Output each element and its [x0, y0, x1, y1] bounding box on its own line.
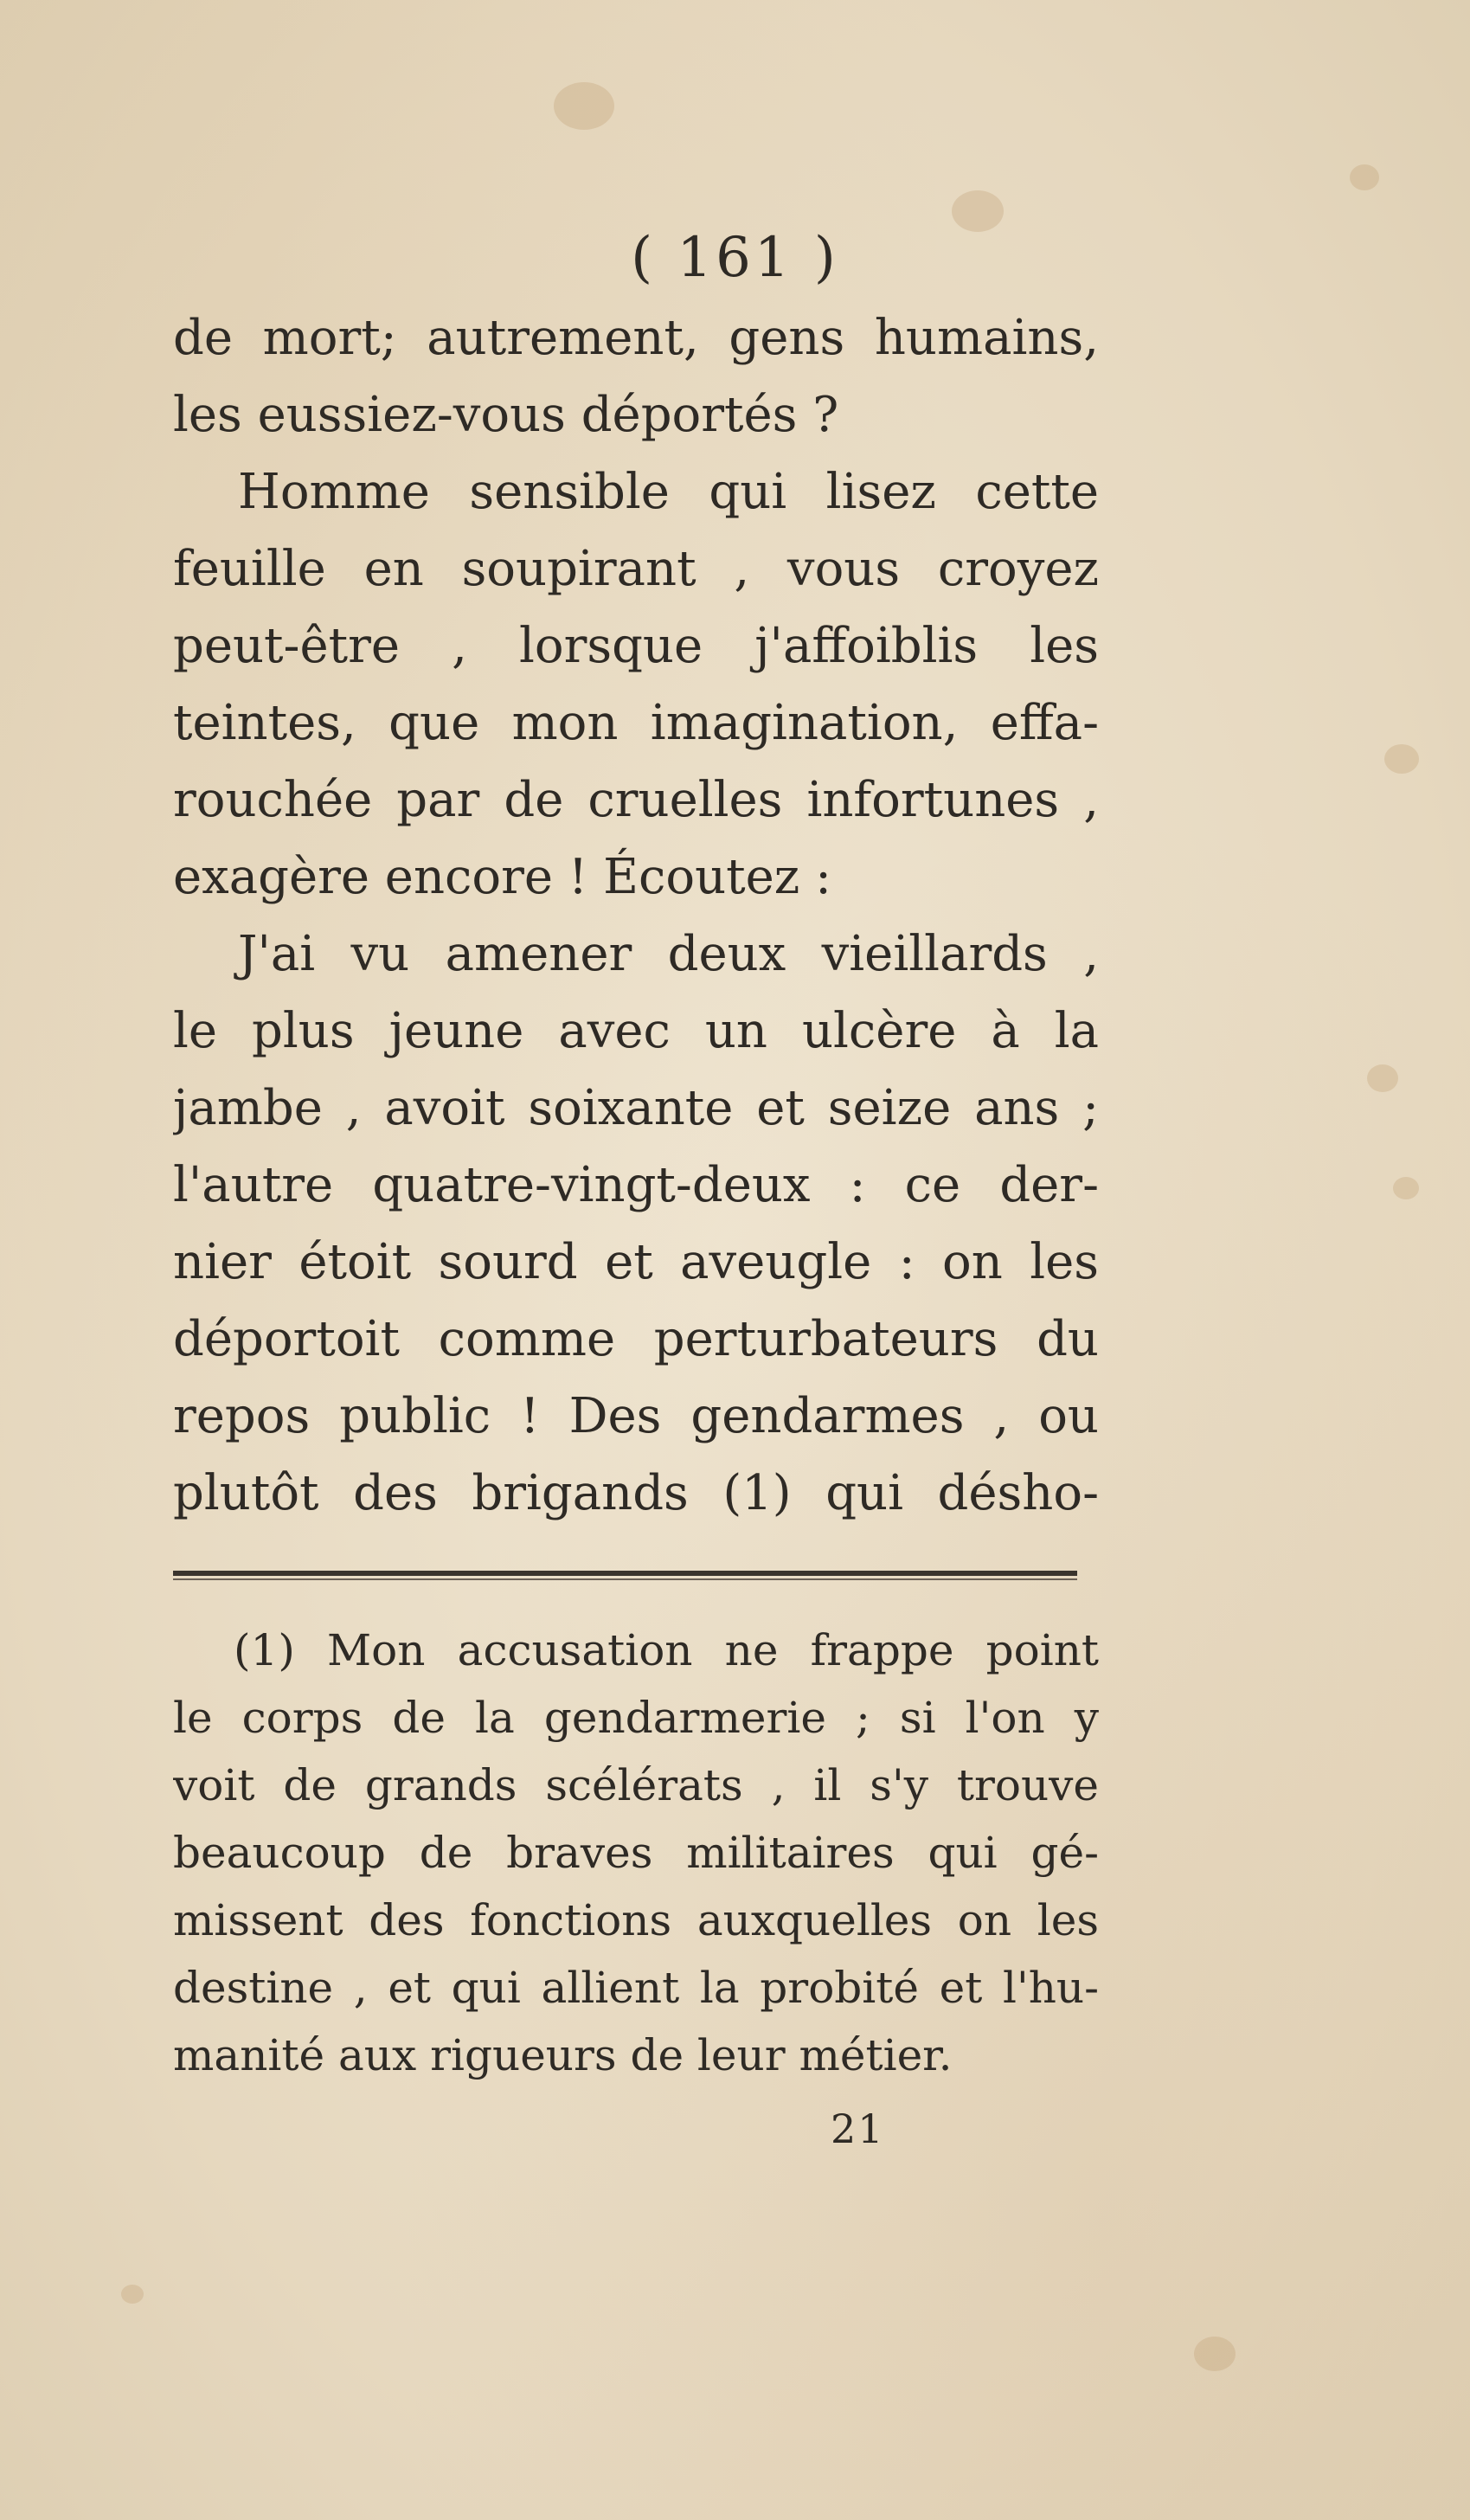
text-line: de mort; autrement, gens humains,: [173, 310, 1099, 366]
paper-stain: [554, 82, 614, 130]
text-line: feuille en soupirant , vous croyez: [173, 541, 1099, 597]
page-number-header: ( 161 ): [631, 226, 839, 290]
text-line: plutôt des brigands (1) qui désho-: [173, 1465, 1099, 1521]
footnote: [173, 1617, 1099, 2089]
footnote-divider-thin: [173, 1578, 1077, 1580]
text-line: exagère encore ! Écoutez :: [173, 849, 831, 905]
footnote-line: voit de grands scélérats , il s'y trouve: [173, 1760, 1099, 1810]
text-line: jambe , avoit soixante et seize ans ;: [173, 1080, 1099, 1136]
paper-stain: [121, 2285, 144, 2304]
text-line: teintes, que mon imagination, effa-: [173, 695, 1099, 751]
text-line: le plus jeune avec un ulcère à la: [173, 1003, 1099, 1059]
text-line: peut-être , lorsque j'affoiblis les: [173, 618, 1099, 674]
footnote-line: beaucoup de braves militaires qui gé-: [173, 1828, 1099, 1878]
text-line: nier étoit sourd et aveugle : on les: [173, 1234, 1099, 1290]
text-line: l'autre quatre-vingt-deux : ce der-: [173, 1157, 1099, 1213]
text-line: les eussiez-vous déportés ?: [173, 387, 839, 443]
signature-mark: 21: [831, 2105, 885, 2152]
text-line: repos public ! Des gendarmes , ou: [173, 1388, 1099, 1444]
paper-stain: [1367, 1064, 1398, 1092]
footnote-divider: [173, 1571, 1077, 1576]
paper-stain: [1194, 2337, 1236, 2371]
paragraph-first-line: Homme sensible qui lisez cette: [238, 464, 1099, 520]
paper-stain: [1393, 1177, 1419, 1199]
footnote-line: destine , et qui allient la probité et l'hu-: [173, 1963, 1099, 2013]
paper-stain: [1350, 164, 1379, 190]
paper-stain: [1384, 744, 1419, 774]
footnote-line: le corps de la gendarmerie ; si l'on y: [173, 1693, 1099, 1743]
text-line: déportoit comme perturbateurs du: [173, 1311, 1099, 1367]
paragraph-first-line: J'ai vu amener deux vieillards ,: [238, 926, 1099, 982]
footnote-line: missent des fonctions auxquelles on les: [173, 1895, 1099, 1945]
footnote-line: (1) Mon accusation ne frappe point: [234, 1625, 1099, 1675]
footnote-line: manité aux rigueurs de leur métier.: [173, 2030, 953, 2080]
text-line: rouchée par de cruelles infortunes ,: [173, 772, 1099, 828]
main-text: [173, 299, 1099, 1532]
